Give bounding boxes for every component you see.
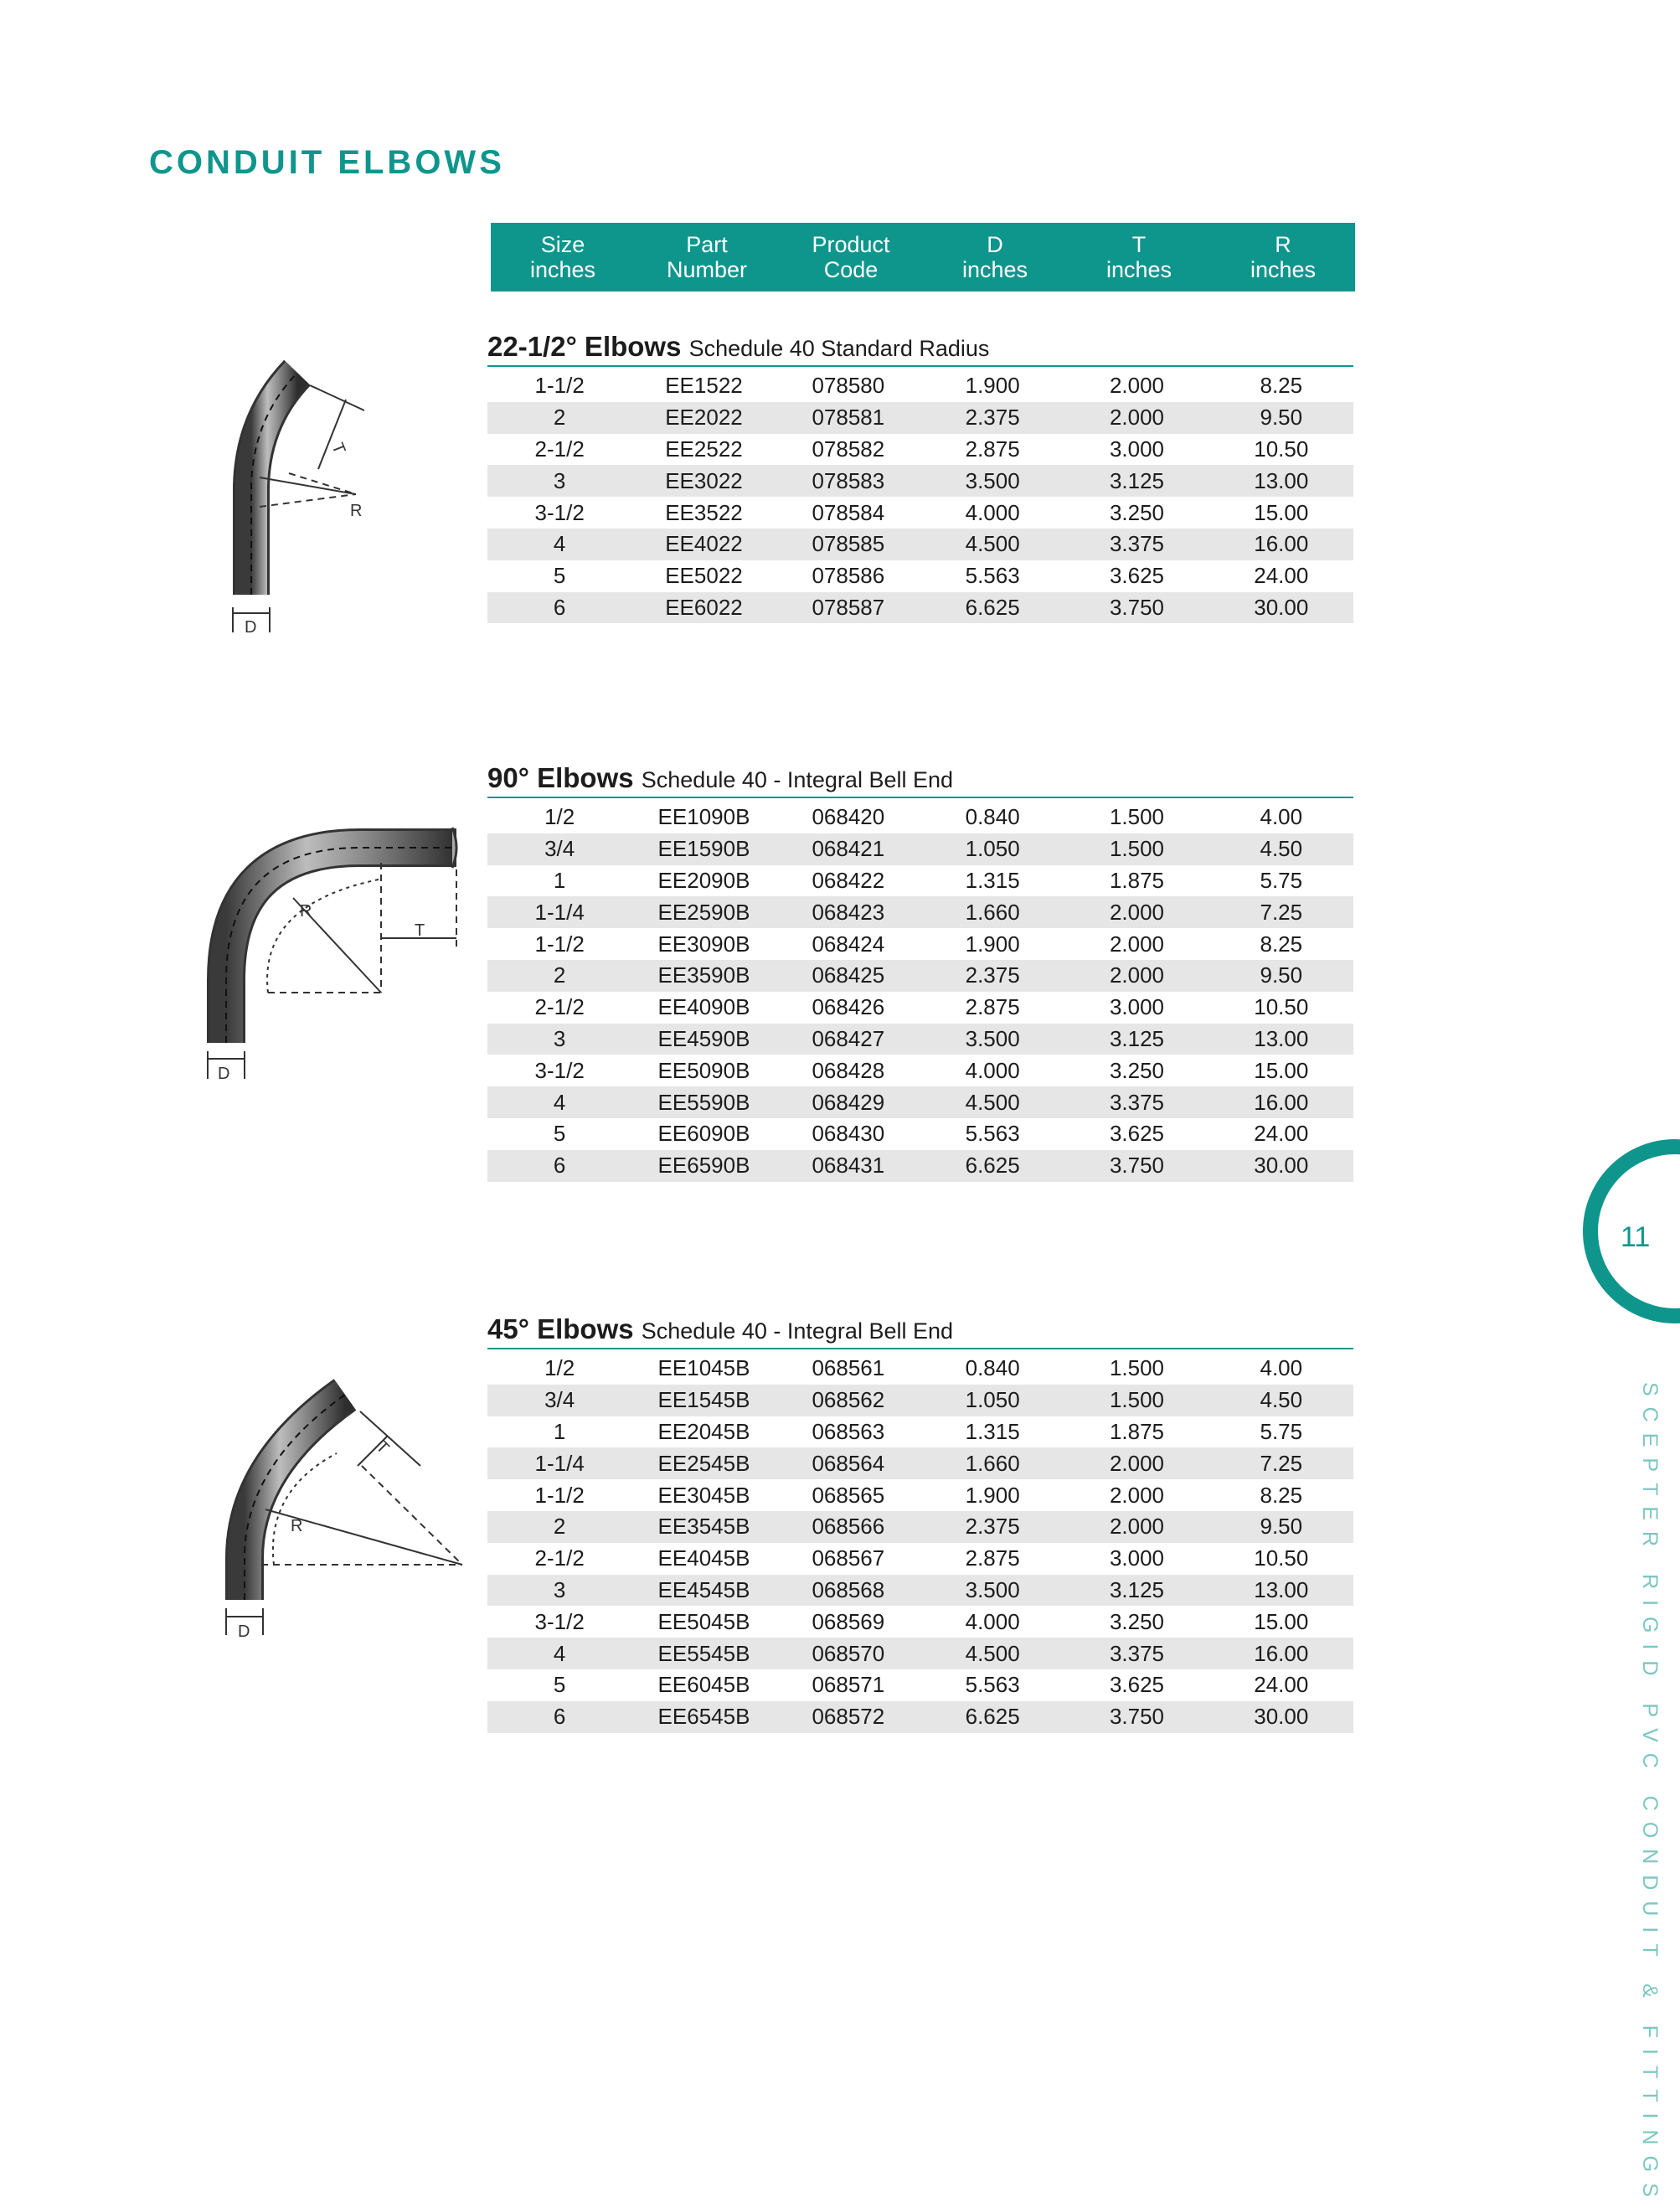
cell-part-number: EE2045B: [657, 1418, 750, 1444]
table-row: [487, 1543, 1353, 1575]
cell-d: 4.500: [965, 531, 1020, 557]
cell-part-number: EE6545B: [657, 1704, 750, 1730]
cell-r: 13.00: [1254, 1576, 1309, 1602]
cell-product-code: 078582: [812, 436, 885, 462]
cell-d: 5.563: [965, 563, 1020, 589]
cell-r: 4.00: [1260, 804, 1303, 830]
cell-d: 4.500: [965, 1089, 1020, 1115]
cell-t: 1.500: [1109, 804, 1165, 830]
cell-r: 30.00: [1254, 1153, 1309, 1179]
table-header: [491, 223, 1355, 291]
cell-size: 1: [553, 867, 566, 893]
page-number: 11: [1621, 1221, 1651, 1253]
cell-t: 3.000: [1109, 1545, 1165, 1571]
cell-d: 0.840: [965, 1355, 1020, 1381]
cell-part-number: EE3045B: [657, 1482, 750, 1508]
cell-product-code: 068572: [812, 1704, 885, 1730]
cell-r: 13.00: [1254, 1025, 1309, 1051]
table-body: [487, 802, 1353, 1182]
label-d: D: [245, 618, 257, 637]
cell-part-number: EE6022: [665, 594, 743, 620]
cell-size: 3: [553, 467, 566, 493]
cell-t: 2.000: [1109, 405, 1165, 431]
cell-part-number: EE2545B: [657, 1450, 750, 1476]
cell-r: 10.50: [1254, 436, 1309, 462]
cell-d: 4.000: [965, 499, 1020, 525]
cell-part-number: EE4045B: [657, 1545, 750, 1571]
cell-size: 2-1/2: [534, 1545, 585, 1571]
table-row: [487, 1416, 1353, 1448]
cell-size: 1-1/4: [534, 899, 585, 925]
cell-d: 1.315: [965, 867, 1020, 893]
cell-t: 2.000: [1109, 899, 1165, 925]
header-size: Size inches: [529, 232, 596, 282]
cell-r: 4.50: [1260, 1387, 1303, 1413]
cell-part-number: EE4590B: [657, 1025, 750, 1051]
cell-t: 3.750: [1109, 594, 1165, 620]
cell-t: 1.500: [1109, 1355, 1165, 1381]
cell-d: 6.625: [965, 1704, 1020, 1730]
cell-product-code: 068562: [812, 1387, 885, 1413]
cell-part-number: EE4545B: [657, 1576, 750, 1602]
cell-d: 3.500: [965, 1025, 1020, 1051]
cell-size: 2: [553, 1514, 566, 1540]
section-rule: [487, 365, 1353, 367]
cell-t: 3.750: [1109, 1704, 1165, 1730]
cell-t: 3.250: [1109, 499, 1165, 525]
cell-r: 10.50: [1254, 1545, 1309, 1571]
cell-r: 15.00: [1254, 499, 1309, 525]
table-row: [487, 1701, 1353, 1733]
section-title: 22-1/2° Elbows Schedule 40 Standard Radius: [487, 331, 990, 362]
cell-r: 15.00: [1254, 1608, 1309, 1634]
cell-part-number: EE1522: [665, 373, 743, 399]
cell-part-number: EE6090B: [657, 1121, 750, 1147]
table-row: [487, 465, 1353, 497]
label-r: R: [350, 502, 363, 520]
cell-product-code: 068564: [812, 1450, 885, 1476]
label-t: T: [327, 440, 349, 457]
table-row: [487, 1575, 1353, 1607]
cell-part-number: EE1590B: [657, 836, 750, 862]
cell-product-code: 068422: [812, 867, 885, 893]
cell-t: 2.000: [1109, 1482, 1165, 1508]
table-row: [487, 1055, 1353, 1086]
cell-t: 3.375: [1109, 1089, 1165, 1115]
cell-product-code: 068571: [812, 1672, 885, 1698]
cell-part-number: EE2522: [665, 436, 743, 462]
cell-d: 2.375: [965, 962, 1020, 988]
label-d: D: [238, 1622, 250, 1641]
cell-size: 3: [553, 1576, 566, 1602]
cell-r: 4.50: [1260, 836, 1303, 862]
cell-part-number: EE2590B: [657, 899, 750, 925]
cell-part-number: EE3545B: [657, 1514, 750, 1540]
cell-product-code: 068569: [812, 1608, 885, 1634]
section-22-elbows: [487, 328, 1353, 623]
page-title: CONDUIT ELBOWS: [149, 144, 505, 181]
cell-product-code: 078584: [812, 499, 885, 525]
cell-r: 8.25: [1260, 931, 1303, 957]
cell-t: 1.875: [1109, 1418, 1165, 1444]
cell-r: 15.00: [1254, 1057, 1309, 1083]
cell-size: 1/2: [544, 1355, 575, 1381]
table-row: [487, 560, 1353, 592]
header-d: D inches: [961, 232, 1028, 282]
elbow-45-diagram: [219, 1374, 471, 1650]
cell-d: 2.875: [965, 1545, 1020, 1571]
table-row: [487, 1479, 1353, 1511]
header-t: T inches: [1105, 232, 1172, 282]
cell-product-code: 068424: [812, 931, 885, 957]
cell-product-code: 078585: [812, 531, 885, 557]
cell-size: 4: [553, 1089, 566, 1115]
cell-d: 1.900: [965, 931, 1020, 957]
cell-t: 3.250: [1109, 1608, 1165, 1634]
cell-r: 16.00: [1254, 531, 1309, 557]
cell-r: 16.00: [1254, 1640, 1309, 1666]
side-title: SCEPTER RIGID PVC CONDUIT & FITTINGS: [1638, 1382, 1662, 2208]
cell-d: 1.050: [965, 836, 1020, 862]
cell-d: 1.050: [965, 1387, 1020, 1413]
table-row: [487, 1447, 1353, 1479]
cell-r: 5.75: [1260, 1418, 1303, 1444]
header-product-code: Product Code: [812, 232, 890, 282]
cell-d: 5.563: [965, 1121, 1020, 1147]
cell-t: 3.125: [1109, 1576, 1165, 1602]
cell-d: 0.840: [965, 804, 1020, 830]
cell-d: 4.500: [965, 1640, 1020, 1666]
cell-product-code: 068428: [812, 1057, 885, 1083]
table-row: [487, 992, 1353, 1024]
cell-t: 2.000: [1109, 1514, 1165, 1540]
section-rule: [487, 797, 1353, 798]
cell-t: 1.875: [1109, 867, 1165, 893]
cell-size: 3/4: [544, 836, 575, 862]
cell-part-number: EE5090B: [657, 1057, 750, 1083]
section-45-elbows: [487, 1311, 1353, 1733]
cell-product-code: 068566: [812, 1514, 885, 1540]
cell-size: 3-1/2: [534, 1608, 585, 1634]
label-t: T: [372, 1437, 393, 1458]
cell-product-code: 068423: [812, 899, 885, 925]
cell-part-number: EE5590B: [657, 1089, 750, 1115]
table-row: [487, 592, 1353, 624]
cell-t: 2.000: [1109, 1450, 1165, 1476]
table-row: [487, 1669, 1353, 1701]
cell-r: 8.25: [1260, 1482, 1303, 1508]
cell-size: 3-1/2: [534, 1057, 585, 1083]
table-row: [487, 960, 1353, 992]
cell-t: 2.000: [1109, 373, 1165, 399]
cell-size: 4: [553, 1640, 566, 1666]
table-body: [487, 370, 1353, 623]
cell-size: 2-1/2: [534, 994, 585, 1020]
cell-r: 7.25: [1260, 1450, 1303, 1476]
label-d: D: [218, 1065, 230, 1083]
table-row: [487, 1353, 1353, 1385]
cell-d: 3.500: [965, 1576, 1020, 1602]
cell-size: 4: [553, 531, 566, 557]
cell-part-number: EE1045B: [657, 1355, 750, 1381]
cell-part-number: EE2090B: [657, 867, 750, 893]
cell-t: 3.125: [1109, 1025, 1165, 1051]
cell-t: 3.125: [1109, 467, 1165, 493]
cell-part-number: EE3090B: [657, 931, 750, 957]
elbow-22-diagram: [226, 360, 410, 645]
cell-size: 3: [553, 1025, 566, 1051]
cell-d: 1.660: [965, 899, 1020, 925]
table-row: [487, 833, 1353, 865]
cell-size: 6: [553, 1153, 566, 1179]
cell-part-number: EE4090B: [657, 994, 750, 1020]
cell-d: 4.000: [965, 1608, 1020, 1634]
cell-d: 1.900: [965, 1482, 1020, 1508]
cell-t: 3.625: [1109, 563, 1165, 589]
cell-size: 1-1/2: [534, 931, 585, 957]
cell-d: 1.660: [965, 1450, 1020, 1476]
cell-d: 2.875: [965, 436, 1020, 462]
cell-product-code: 068426: [812, 994, 885, 1020]
cell-product-code: 068427: [812, 1025, 885, 1051]
cell-part-number: EE6590B: [657, 1153, 750, 1179]
section-rule: [487, 1348, 1353, 1349]
cell-r: 9.50: [1260, 1514, 1303, 1540]
cell-part-number: EE1090B: [657, 804, 750, 830]
cell-r: 10.50: [1254, 994, 1309, 1020]
cell-t: 2.000: [1109, 931, 1165, 957]
label-r: R: [291, 1517, 303, 1535]
cell-r: 24.00: [1254, 1672, 1309, 1698]
table-row: [487, 1086, 1353, 1118]
cell-product-code: 078581: [812, 405, 885, 431]
cell-size: 2: [553, 962, 566, 988]
section-title: 90° Elbows Schedule 40 - Integral Bell End: [487, 762, 954, 793]
table-body: [487, 1353, 1353, 1733]
cell-product-code: 068429: [812, 1089, 885, 1115]
cell-part-number: EE4022: [665, 531, 743, 557]
cell-r: 4.00: [1260, 1355, 1303, 1381]
header-part-number: Part Number: [666, 232, 748, 282]
cell-part-number: EE3590B: [657, 962, 750, 988]
cell-size: 5: [553, 563, 566, 589]
cell-size: 1/2: [544, 804, 575, 830]
cell-d: 6.625: [965, 1153, 1020, 1179]
cell-r: 24.00: [1254, 563, 1309, 589]
table-row: [487, 1150, 1353, 1182]
cell-product-code: 078580: [812, 373, 885, 399]
table-row: [487, 1638, 1353, 1669]
table-row: [487, 402, 1353, 434]
cell-part-number: EE6045B: [657, 1672, 750, 1698]
elbow-90-diagram: [193, 813, 477, 1097]
cell-product-code: 068570: [812, 1640, 885, 1666]
cell-r: 13.00: [1254, 467, 1309, 493]
cell-product-code: 068425: [812, 962, 885, 988]
cell-size: 3-1/2: [534, 499, 585, 525]
cell-d: 3.500: [965, 467, 1020, 493]
cell-part-number: EE5545B: [657, 1640, 750, 1666]
cell-r: 9.50: [1260, 962, 1303, 988]
cell-d: 1.900: [965, 373, 1020, 399]
cell-r: 5.75: [1260, 867, 1303, 893]
cell-product-code: 068567: [812, 1545, 885, 1571]
cell-product-code: 068568: [812, 1576, 885, 1602]
cell-t: 3.625: [1109, 1121, 1165, 1147]
table-row: [487, 802, 1353, 833]
table-row: [487, 1118, 1353, 1150]
cell-d: 6.625: [965, 594, 1020, 620]
cell-r: 30.00: [1254, 594, 1309, 620]
cell-t: 3.250: [1109, 1057, 1165, 1083]
label-t: T: [415, 921, 425, 940]
cell-size: 1-1/4: [534, 1450, 585, 1476]
cell-product-code: 068420: [812, 804, 885, 830]
cell-product-code: 078583: [812, 467, 885, 493]
cell-product-code: 068563: [812, 1418, 885, 1444]
cell-t: 3.375: [1109, 531, 1165, 557]
cell-t: 3.375: [1109, 1640, 1165, 1666]
cell-product-code: 068561: [812, 1355, 885, 1381]
cell-size: 5: [553, 1672, 566, 1698]
cell-product-code: 078586: [812, 563, 885, 589]
table-row: [487, 1511, 1353, 1543]
table-row: [487, 1385, 1353, 1416]
cell-r: 7.25: [1260, 899, 1303, 925]
cell-part-number: EE1545B: [657, 1387, 750, 1413]
table-row: [487, 1024, 1353, 1055]
cell-t: 3.750: [1109, 1153, 1165, 1179]
cell-d: 1.315: [965, 1418, 1020, 1444]
cell-size: 6: [553, 1704, 566, 1730]
cell-part-number: EE3522: [665, 499, 743, 525]
table-row: [487, 529, 1353, 560]
cell-d: 5.563: [965, 1672, 1020, 1698]
cell-size: 2-1/2: [534, 436, 585, 462]
cell-size: 1: [553, 1418, 566, 1444]
cell-t: 3.000: [1109, 436, 1165, 462]
cell-r: 30.00: [1254, 1704, 1309, 1730]
section-90-elbows: [487, 760, 1353, 1182]
cell-product-code: 068565: [812, 1482, 885, 1508]
cell-product-code: 068421: [812, 836, 885, 862]
table-row: [487, 370, 1353, 402]
label-r: R: [300, 902, 312, 921]
cell-t: 3.625: [1109, 1672, 1165, 1698]
cell-d: 4.000: [965, 1057, 1020, 1083]
table-row: [487, 865, 1353, 897]
cell-t: 2.000: [1109, 962, 1165, 988]
section-title: 45° Elbows Schedule 40 - Integral Bell End: [487, 1313, 954, 1344]
cell-product-code: 068430: [812, 1121, 885, 1147]
cell-d: 2.375: [965, 1514, 1020, 1540]
cell-size: 6: [553, 594, 566, 620]
cell-t: 3.000: [1109, 994, 1165, 1020]
cell-r: 8.25: [1260, 373, 1303, 399]
cell-t: 1.500: [1109, 1387, 1165, 1413]
table-row: [487, 497, 1353, 529]
cell-part-number: EE3022: [665, 467, 743, 493]
cell-part-number: EE5022: [665, 563, 743, 589]
cell-size: 1-1/2: [534, 373, 585, 399]
cell-t: 1.500: [1109, 836, 1165, 862]
cell-r: 9.50: [1260, 405, 1303, 431]
cell-d: 2.375: [965, 405, 1020, 431]
table-row: [487, 1606, 1353, 1638]
header-r: R inches: [1250, 232, 1317, 282]
cell-size: 3/4: [544, 1387, 575, 1413]
cell-r: 24.00: [1254, 1121, 1309, 1147]
cell-r: 16.00: [1254, 1089, 1309, 1115]
cell-part-number: EE5045B: [657, 1608, 750, 1634]
cell-size: 1-1/2: [534, 1482, 585, 1508]
cell-d: 2.875: [965, 994, 1020, 1020]
cell-product-code: 068431: [812, 1153, 885, 1179]
cell-size: 2: [553, 405, 566, 431]
table-row: [487, 434, 1353, 466]
cell-size: 5: [553, 1121, 566, 1147]
table-row: [487, 928, 1353, 960]
table-row: [487, 896, 1353, 928]
cell-part-number: EE2022: [665, 405, 743, 431]
cell-product-code: 078587: [812, 594, 885, 620]
